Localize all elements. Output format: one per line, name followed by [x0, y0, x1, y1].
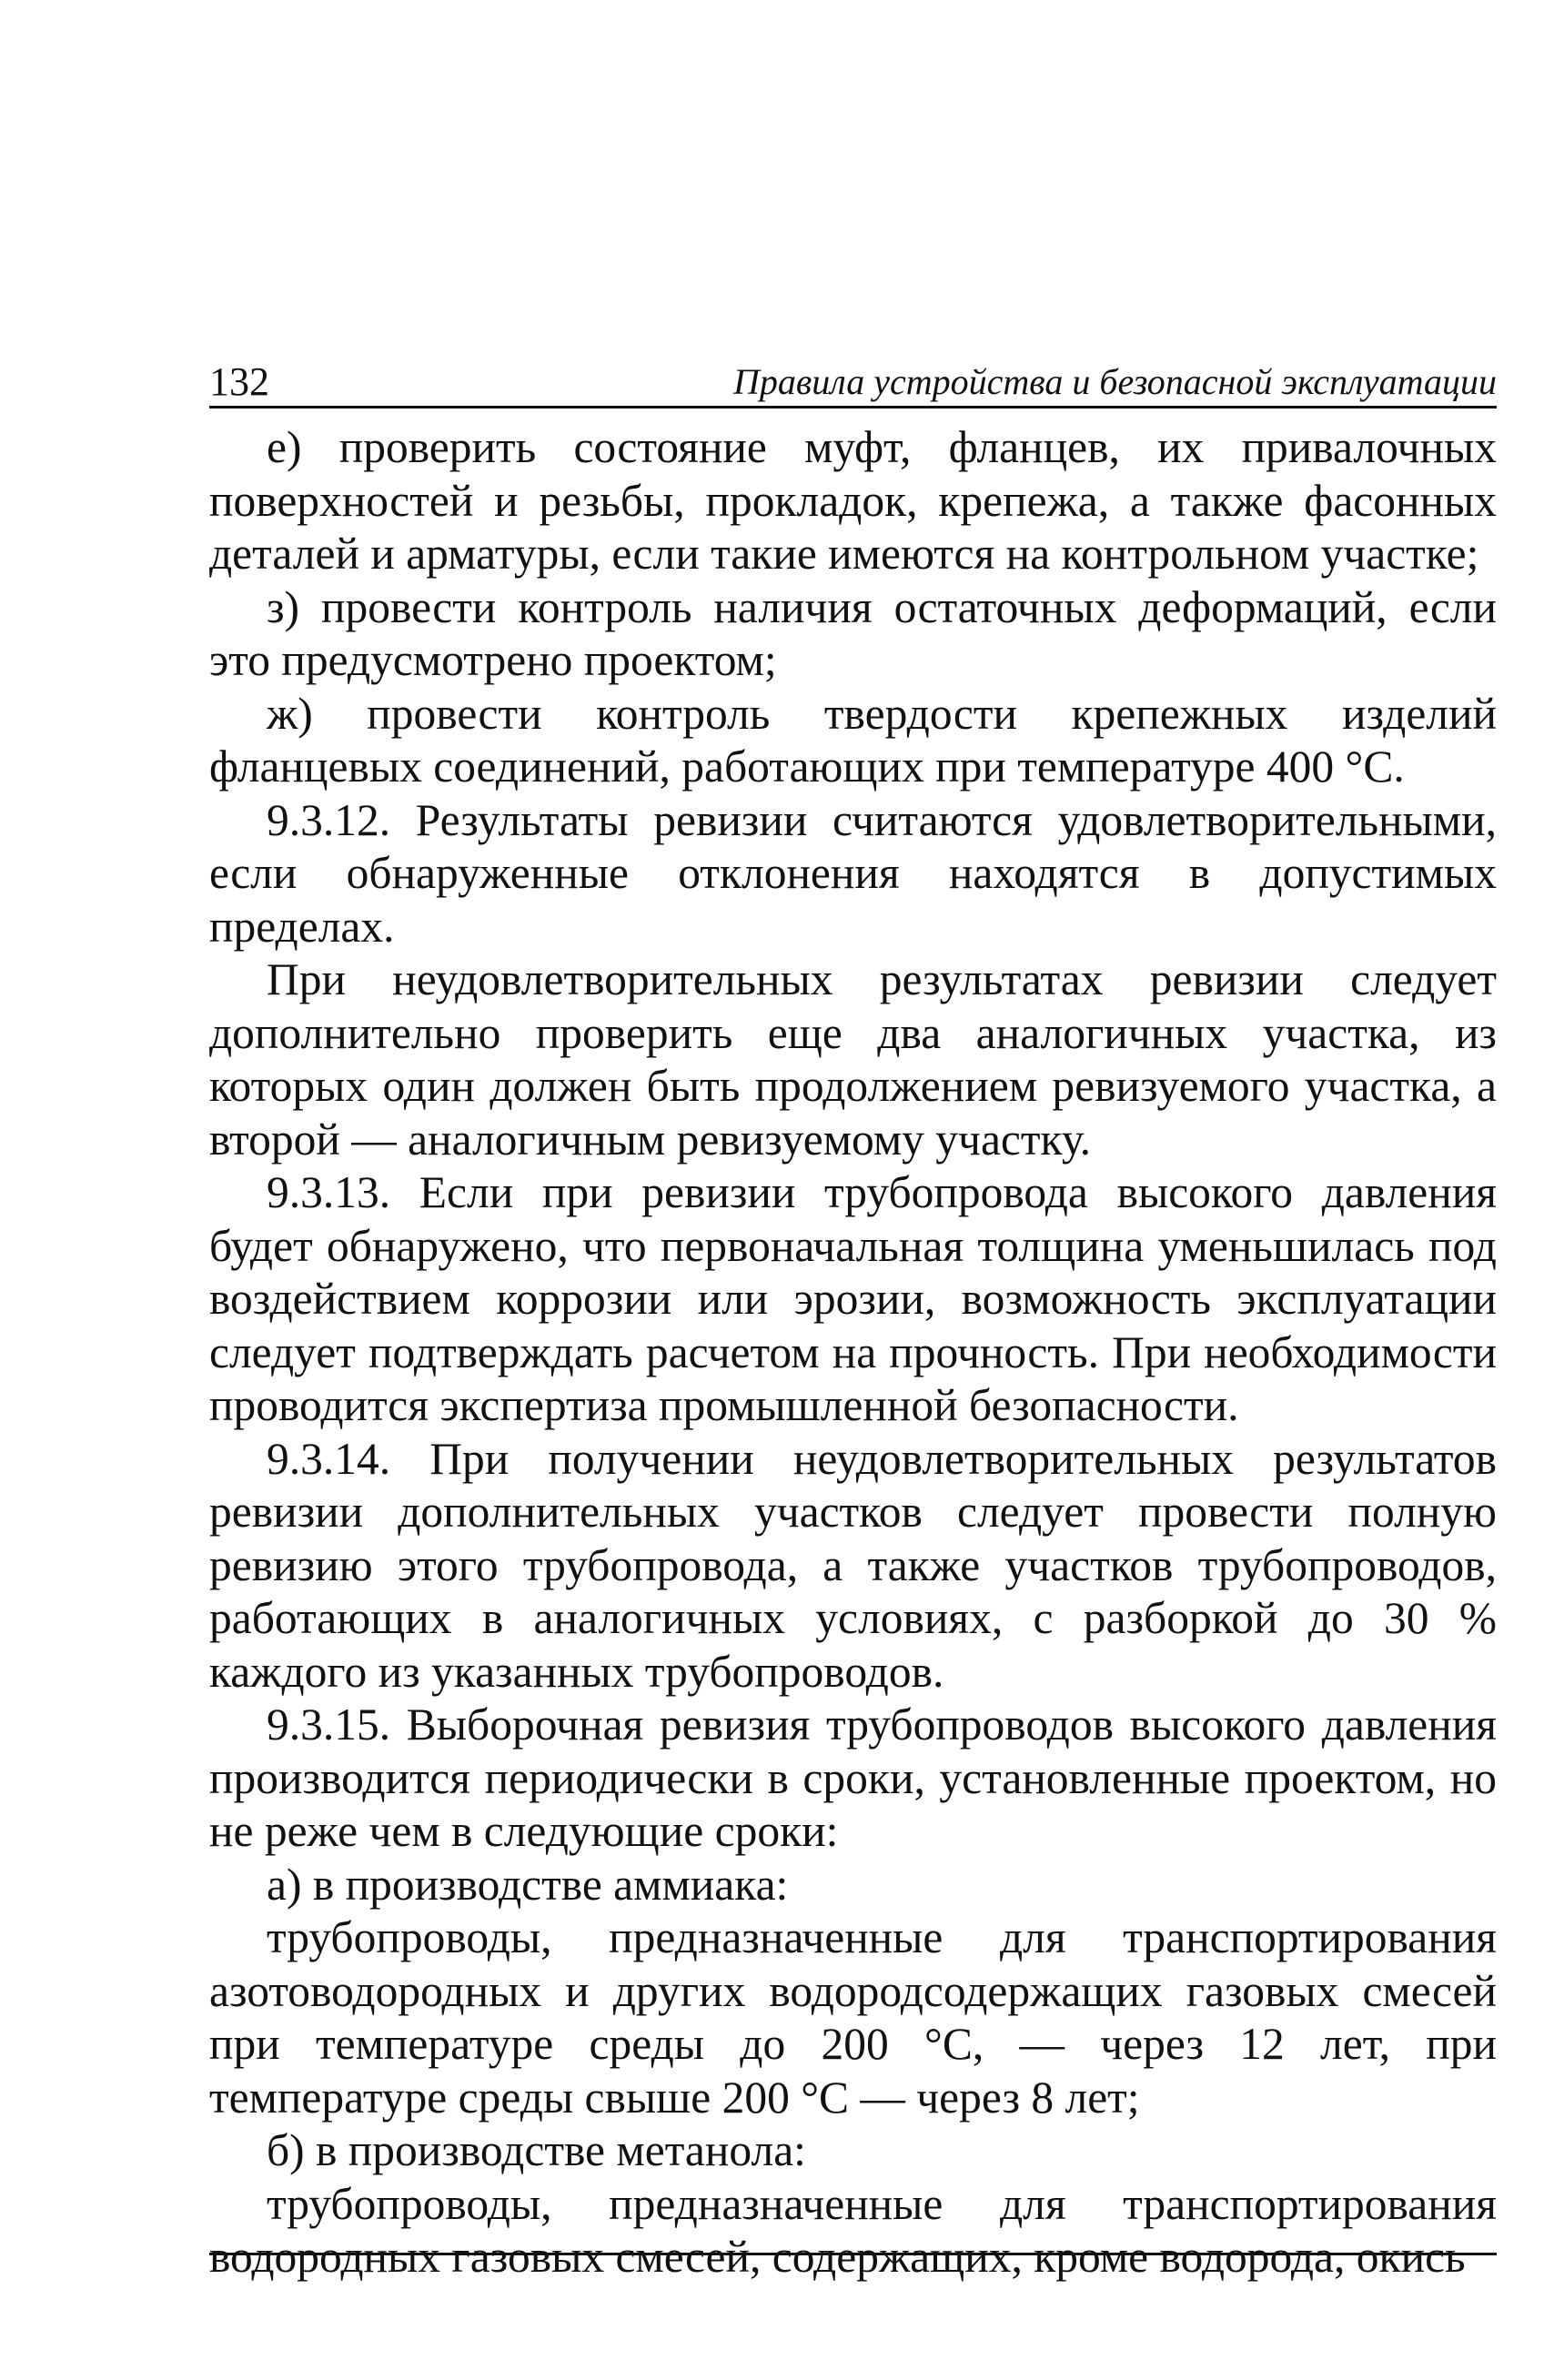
paragraph-unsatisfactory-results: При неудовлетворительных результатах ревизии следует дополнительно проверить еще два аналогичных участка, из которых один должен быть продолжением ревизуемого участка, а второй — аналогичным ревизуемому участку.: [209, 954, 1497, 1165]
paragraph-item-a: а) в производстве аммиака:: [267, 1859, 789, 1910]
paragraph-item-z: з) провести контроль наличия остаточных деформаций, если это предусмотрено проектом;: [209, 581, 1497, 685]
document-page: [209, 353, 1497, 2284]
page-number: 132: [209, 359, 269, 404]
paragraph-9-3-15: 9.3.15. Выборочная ревизия трубопроводов высокого давления производится периодически в сроки, установленные проектом, но не реже чем в следующие сроки:: [209, 1699, 1497, 1856]
body-text: [209, 421, 1497, 2284]
paragraph-item-e: е) проверить состояние муфт, фланцев, их привалочных поверхностей и резьбы, прокладок, крепежа, а также фасонных деталей и арматуры, если такие имеются на контрольном участке;: [209, 422, 1497, 579]
running-title: Правила устройства и безопасной эксплуатации: [733, 361, 1497, 402]
paragraph-item-zh: ж) провести контроль твердости крепежных изделий фланцевых соединений, работающих при температуре 400 °С.: [209, 688, 1497, 792]
page-header: [209, 353, 1497, 408]
paragraph-9-3-12: 9.3.12. Результаты ревизии считаются удовлетворительными, если обнаруженные отклонения находятся в допустимых пределах.: [209, 794, 1497, 952]
paragraph-ammonia-pipelines: трубопроводы, предназначенные для транспортирования азотоводородных и других водородсодержащих газовых смесей при температуре среды до 200 °С, — через 12 лет, при температуре среды свыше 200 °С — через 8 лет;: [209, 1912, 1497, 2123]
paragraph-item-b: б) в производстве метанола:: [267, 2125, 806, 2175]
paragraph-methanol-pipelines: трубопроводы, предназначенные для транспортирования водородных газовых смесей, содержащих, кроме водорода, окись: [209, 2178, 1497, 2282]
footer-rule: [209, 2253, 1497, 2255]
paragraph-9-3-14: 9.3.14. При получении неудовлетворительных результатов ревизии дополнительных участков следует провести полную ревизию этого трубопровода, а также участков трубопроводов, работающих в аналогичных условиях, с разборкой до 30 % каждого из указанных трубопроводов.: [209, 1433, 1497, 1697]
paragraph-9-3-13: 9.3.13. Если при ревизии трубопровода высокого давления будет обнаружено, что первоначальная толщина уменьшилась под воздействием коррозии или эрозии, возможность эксплуатации следует подтверждать расчетом на прочность. При необходимости проводится экспертиза промышленной безопасности.: [209, 1167, 1497, 1430]
